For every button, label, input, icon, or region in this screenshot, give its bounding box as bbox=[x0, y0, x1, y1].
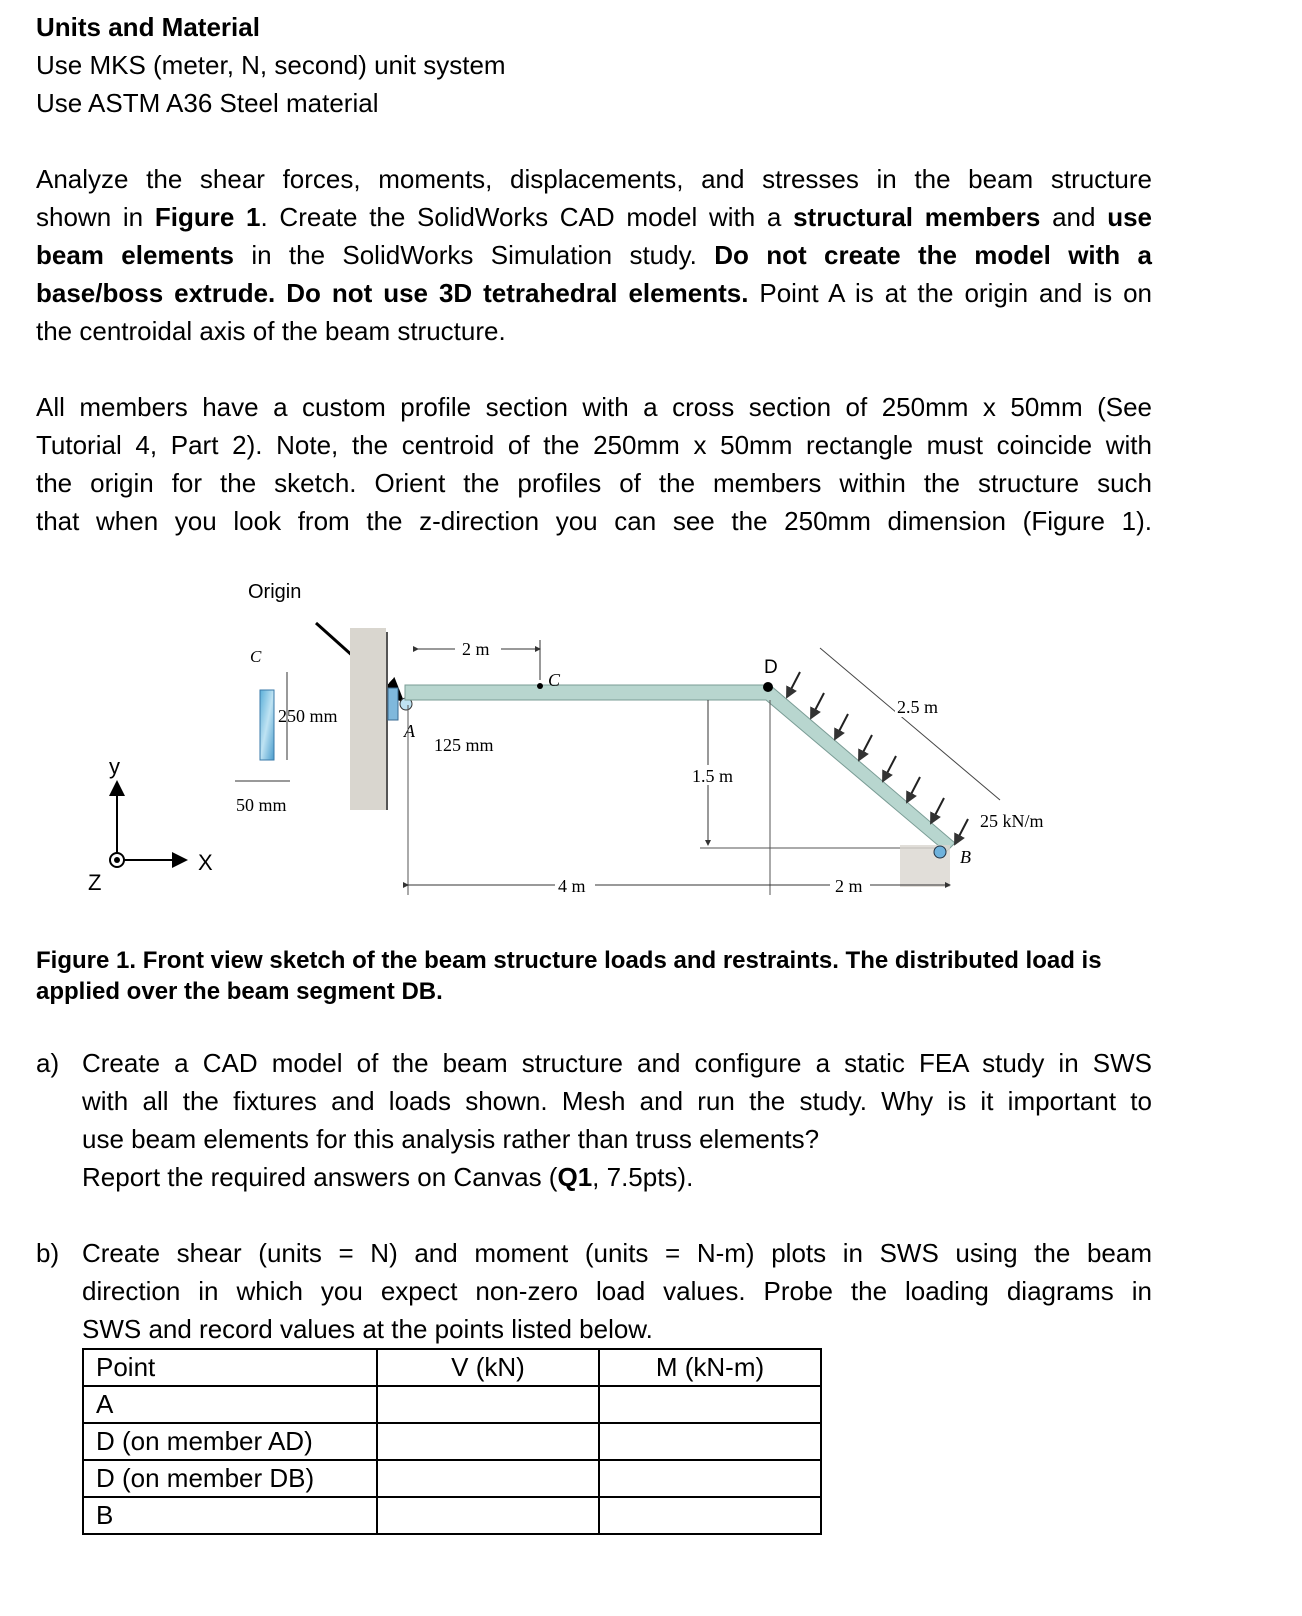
point-cell: B bbox=[83, 1497, 377, 1534]
section-point-c-label: C bbox=[250, 647, 262, 666]
p2-line2: Tutorial 4, Part 2). Note, the centroid of the 250mm x 50mm rectangle must coincide with bbox=[36, 430, 1152, 460]
dim-2-5-label: 2.5 m bbox=[897, 697, 939, 717]
point-d-dot bbox=[763, 682, 773, 692]
p1-line5: the centroidal axis of the beam structure. bbox=[36, 316, 506, 346]
p1-line2: shown in Figure 1. Create the SolidWorks CAD model with a structural members and use bbox=[36, 202, 1152, 232]
point-cell: D (on member DB) bbox=[83, 1460, 377, 1497]
shear-cell[interactable] bbox=[377, 1460, 599, 1497]
qa-line3: use beam elements for this analysis rather than truss elements? bbox=[82, 1124, 820, 1154]
dim-250-label: 250 mm bbox=[278, 706, 338, 726]
table-row bbox=[83, 1386, 821, 1423]
origin-label: Origin bbox=[248, 581, 302, 603]
beam-member bbox=[405, 685, 955, 852]
table-header-row bbox=[83, 1349, 821, 1386]
moment-cell[interactable] bbox=[599, 1497, 821, 1534]
question-b bbox=[36, 1234, 1152, 1348]
moment-cell[interactable] bbox=[599, 1460, 821, 1497]
moment-cell[interactable] bbox=[599, 1423, 821, 1460]
dim-50-label: 50 mm bbox=[236, 795, 287, 815]
shear-cell[interactable] bbox=[377, 1423, 599, 1460]
profile-paragraph bbox=[36, 388, 1152, 540]
qb-line1: Create shear (units = N) and moment (units = N-m) plots in SWS using the beam bbox=[82, 1238, 1152, 1268]
header-shear: V (kN) bbox=[377, 1349, 599, 1386]
point-cell: A bbox=[83, 1386, 377, 1423]
roller-b bbox=[934, 846, 946, 858]
question-a bbox=[36, 1044, 1152, 1196]
load-label: 25 kN/m bbox=[980, 811, 1044, 831]
question-a-label: a) bbox=[36, 1048, 60, 1078]
dim-1-5-label: 1.5 m bbox=[692, 766, 734, 786]
dim-2m-bottom-label: 2 m bbox=[835, 876, 863, 896]
shear-cell[interactable] bbox=[377, 1497, 599, 1534]
material-line: Use ASTM A36 Steel material bbox=[36, 88, 379, 118]
beam-figure bbox=[0, 560, 1302, 920]
dim-2m-top-label: 2 m bbox=[462, 639, 490, 659]
point-a-label: A bbox=[404, 721, 415, 741]
unit-system-line: Use MKS (meter, N, second) unit system bbox=[36, 50, 506, 80]
wall-support bbox=[350, 628, 386, 810]
pin-support bbox=[388, 688, 398, 720]
cross-section-rect bbox=[260, 690, 274, 760]
point-b-label: B bbox=[960, 847, 971, 867]
moment-cell[interactable] bbox=[599, 1386, 821, 1423]
y-axis-label: y bbox=[109, 754, 120, 779]
qb-line3: SWS and record values at the points listed below. bbox=[82, 1314, 653, 1344]
table-row bbox=[83, 1497, 821, 1534]
table-row bbox=[83, 1423, 821, 1460]
figure-caption: Figure 1. Front view sketch of the beam structure loads and restraints. The distributed load is applied over the beam segment DB. bbox=[36, 947, 1102, 1005]
z-axis-label: Z bbox=[88, 870, 102, 895]
results-table bbox=[82, 1348, 822, 1535]
point-cell: D (on member AD) bbox=[83, 1423, 377, 1460]
section-title: Units and Material bbox=[36, 12, 260, 42]
point-c-dot bbox=[537, 683, 543, 689]
qa-line1: Create a CAD model of the beam structure and configure a static FEA study in SWS bbox=[82, 1048, 1152, 1078]
table-row bbox=[83, 1460, 821, 1497]
p2-line4: that when you look from the z-direction you can see the 250mm dimension (Figure 1). bbox=[36, 506, 1152, 536]
dim-125-label: 125 mm bbox=[434, 735, 494, 755]
point-c-label: C bbox=[548, 670, 561, 690]
shear-cell[interactable] bbox=[377, 1386, 599, 1423]
p1-line1: Analyze the shear forces, moments, displacements, and stresses in the beam structure bbox=[36, 164, 1152, 194]
qb-line2: direction in which you expect non-zero load values. Probe the loading diagrams in bbox=[82, 1276, 1152, 1306]
qa-line4: Report the required answers on Canvas (Q1, 7.5pts). bbox=[82, 1162, 694, 1192]
point-d-label: D bbox=[764, 657, 778, 678]
x-axis-label: X bbox=[198, 850, 213, 875]
header-moment: M (kN-m) bbox=[599, 1349, 821, 1386]
dim-4m-label: 4 m bbox=[558, 876, 586, 896]
analysis-paragraph bbox=[36, 160, 1152, 350]
p2-line1: All members have a custom profile section with a cross section of 250mm x 50mm (See bbox=[36, 392, 1152, 422]
qa-line2: with all the fixtures and loads shown. Mesh and run the study. Why is it important to bbox=[82, 1086, 1152, 1116]
p2-line3: the origin for the sketch. Orient the profiles of the members within the structure such bbox=[36, 468, 1152, 498]
p1-line3: beam elements in the SolidWorks Simulation study. Do not create the model with a bbox=[36, 240, 1152, 270]
header-point: Point bbox=[83, 1349, 377, 1386]
p1-line4: base/boss extrude. Do not use 3D tetrahedral elements. Point A is at the origin and is on bbox=[36, 278, 1152, 308]
question-b-label: b) bbox=[36, 1238, 60, 1268]
